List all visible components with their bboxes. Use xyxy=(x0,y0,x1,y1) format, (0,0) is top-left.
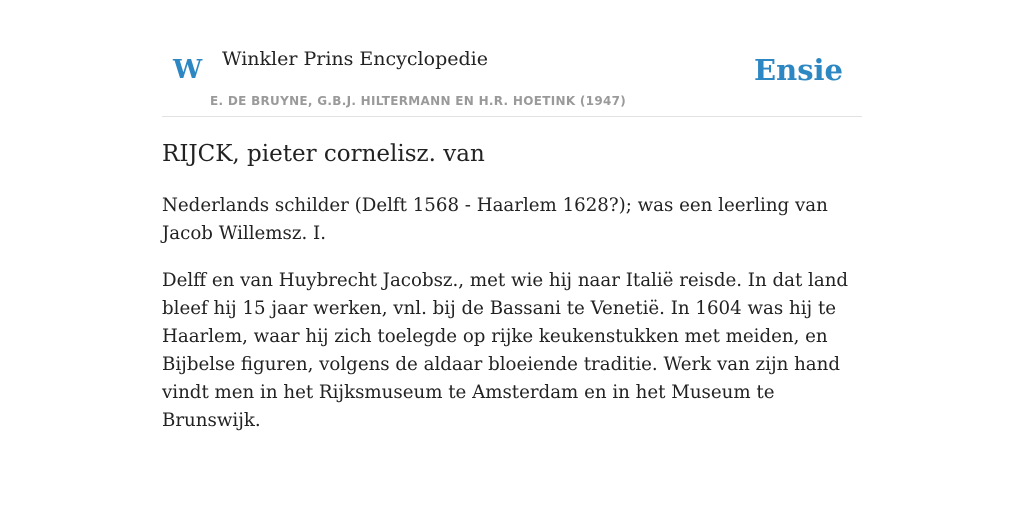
publication-title[interactable]: Winkler Prins Encyclopedie xyxy=(222,48,488,70)
page xyxy=(162,0,862,512)
header xyxy=(162,0,862,117)
article-paragraph: Nederlands schilder (Delft 1568 - Haarlem 1628?); was een leerling van Jacob Willemsz. I. xyxy=(162,195,828,244)
article-title: RIJCK, pieter cornelisz. van xyxy=(162,141,485,167)
article-paragraph: Delff en van Huybrecht Jacobsz., met wie hij naar Italië reisde. In dat land bleef hij 15 jaar werken, vnl. bij de Bassani te Venetië. In 1604 was hij te Haarlem, waar hij zich toelegde op rijke keukenstukken met meiden, en Bijbelse figuren, volgens de aldaar bloeiende traditie. Werk van zijn hand vindt men in het Rijksmuseum te Amsterdam en in het Museum te Brunswijk. xyxy=(162,270,849,431)
publication-authors: E. DE BRUYNE, G.B.J. HILTERMANN EN H.R. HOETINK (1947) xyxy=(210,94,627,108)
ensie-logo-link[interactable]: Ensie xyxy=(754,53,843,87)
winkler-prins-logo[interactable]: W xyxy=(173,55,203,85)
